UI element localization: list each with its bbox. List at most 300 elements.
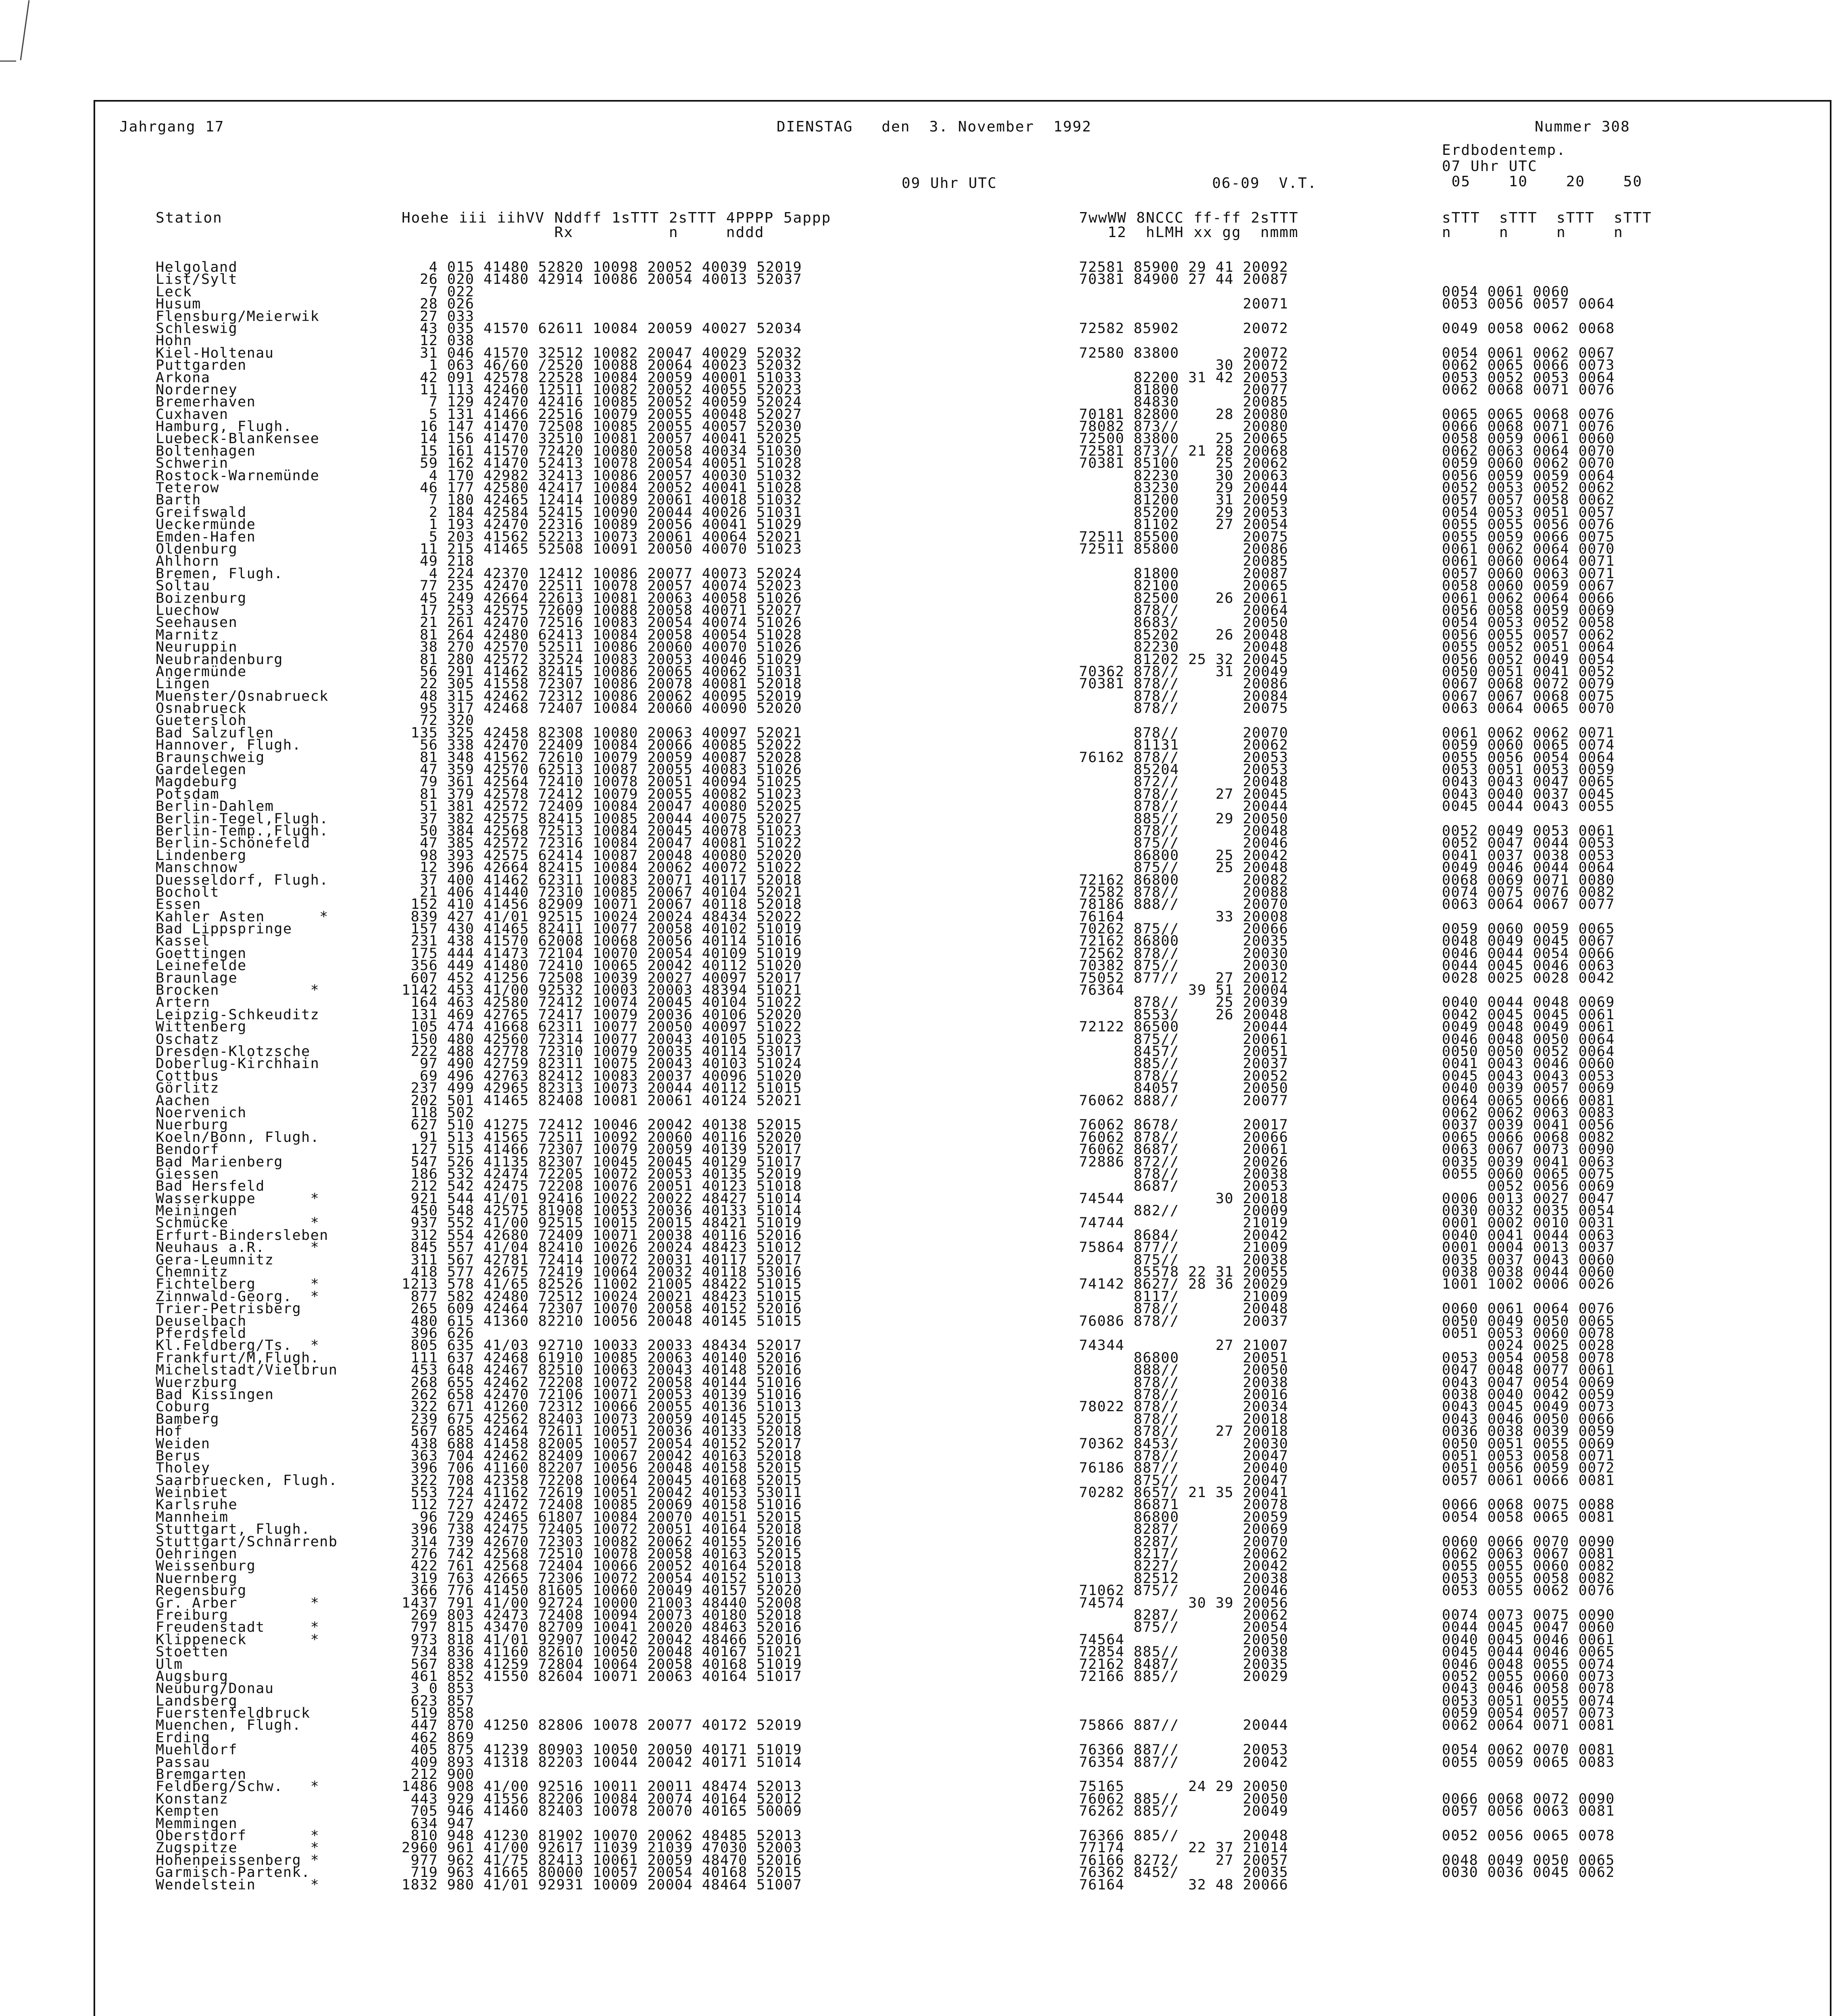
weather-values: 76062 878// 20066 [1079,1129,1289,1145]
station-name: Lingen [156,676,210,692]
soil-temp-values: 0045 0044 0046 0065 [1442,1644,1615,1660]
soil-temp-values: 0049 0058 0062 0068 [1442,320,1615,337]
weather-values: 70362 878// 31 20049 [1079,663,1289,680]
synop-values: 396 626 [402,1325,475,1341]
synop-values: 17 253 42575 72609 10088 20058 40071 52027 [402,602,802,619]
station-name: Osnabrueck [156,700,247,717]
weather-values: 76366 885// 20048 [1079,1828,1289,1844]
station-name: Potsdam [156,786,220,802]
soil-temp-values: 0055 0059 0065 0083 [1442,1754,1615,1770]
weather-values: 76062 888// 20077 [1079,1092,1289,1109]
synop-values: 547 526 41135 82307 10045 20045 40129 51017 [402,1154,802,1170]
weather-values: 878// 20018 [1079,1411,1289,1427]
synop-values: 112 727 42472 72408 10085 20069 40158 51016 [402,1497,802,1513]
synop-values: 719 963 41665 80000 10057 20054 40168 52015 [402,1864,802,1881]
synop-values: 12 038 [402,333,475,349]
synop-values: 977 962 41/75 82413 10061 20059 48470 52016 [402,1852,802,1868]
weather-values: 8217/ 20062 [1079,1546,1289,1562]
synop-values: 805 635 41/03 92710 10033 20033 48434 52017 [402,1337,802,1354]
weather-values: 885// 29 20050 [1079,810,1289,827]
soil-temp-values: 0050 0051 0055 0069 [1442,1435,1615,1452]
weather-values: 72581 873// 21 28 20068 [1079,443,1289,459]
weather-values: 78082 873// 20080 [1079,419,1289,435]
weather-values: 81200 31 20059 [1079,492,1289,508]
synop-values: 43 035 41570 62611 10084 20059 40027 52034 [402,320,802,337]
station-name: Bad Kissingen [156,1386,274,1403]
weather-values: 72580 83800 20072 [1079,345,1289,361]
weather-values: 76162 878// 20053 [1079,749,1289,766]
synop-values: 49 218 [402,553,475,570]
station-name: Freiburg [156,1607,229,1623]
synop-values: 135 325 42458 82308 10080 20063 40097 52021 [402,725,802,741]
soil-temp-values: 0051 0056 0059 0072 [1442,1460,1615,1477]
synop-values: 21 406 41440 72310 10085 20067 40104 52021 [402,884,802,900]
station-name: Landsberg [156,1693,238,1709]
station-name: Artern [156,994,210,1011]
station-name: Bad Salzuflen [156,725,274,741]
weather-values: 72511 85800 20086 [1079,541,1289,557]
synop-values: 37 382 42575 82415 10085 20044 40075 52027 [402,810,802,827]
station-name: Erfurt-Bindersleben [156,1227,329,1243]
weather-values: 75165 24 29 20050 [1079,1779,1289,1795]
soil-temp-values: 0038 0038 0044 0060 [1442,1264,1615,1281]
synop-values: 98 393 42575 62414 10087 20048 40080 52020 [402,847,802,864]
soil-temp-values: 0053 0055 0062 0076 [1442,1583,1615,1599]
weather-values: 81800 20087 [1079,565,1289,582]
synop-values: 175 444 41473 72104 10070 20054 40109 51019 [402,945,802,962]
synop-values: 27 033 [402,308,475,325]
station-name: Magdeburg [156,774,238,790]
station-table [156,261,1829,1891]
soil-temp-values: 0054 0053 0051 0057 [1442,504,1615,521]
soil-temp-values: 0044 0045 0047 0060 [1442,1619,1615,1636]
soil-temp-values: 0040 0039 0057 0069 [1442,1080,1615,1097]
station-name: Neuruppin [156,639,238,656]
station-name: Stuttgart/Schnarrenb [156,1533,338,1550]
station-name: Bremerhaven [156,394,256,410]
station-name: Oldenburg [156,541,238,557]
station-name: Garmisch-Partenk. [156,1864,310,1881]
synop-values: 5 203 41562 52213 10073 20061 40064 52021 [402,529,802,545]
station-name: Zugspitze * [156,1840,320,1856]
weather-values: 75866 887// 20044 [1079,1717,1289,1734]
weather-values: 85204 20053 [1079,762,1289,778]
weather-values: 8687/ 20053 [1079,1178,1289,1195]
synop-values: 131 469 42765 72417 10079 20036 40106 52020 [402,1006,802,1023]
station-name: Kassel [156,933,210,950]
station-name: Berlin-Dahlem [156,798,274,815]
synop-values: 366 776 41450 81605 10060 20049 40157 52020 [402,1583,802,1599]
soil-temp-values: 0054 0062 0070 0081 [1442,1742,1615,1758]
synop-values: 95 317 42468 72407 10084 20060 40090 52020 [402,700,802,717]
soil-temp-values: 0062 0063 0064 0070 [1442,443,1615,459]
soil-temp-values: 0063 0064 0067 0077 [1442,896,1615,913]
weather-values: 885// 20037 [1079,1056,1289,1072]
station-name: Manschnow [156,860,238,876]
weather-values: 82230 30 20063 [1079,467,1289,484]
station-name: Leinefelde [156,958,247,974]
soil-temp-values: 0052 0049 0053 0061 [1442,823,1615,839]
station-name: Stuttgart, Flugh. [156,1521,310,1538]
station-name: Schleswig [156,320,238,337]
synop-values: 839 427 41/01 92515 10024 20024 48434 52022 [402,908,802,925]
synop-values: 363 704 42462 82409 10067 20042 40163 52018 [402,1447,802,1464]
station-name: Regensburg [156,1583,247,1599]
synop-values: 268 655 42462 72208 10072 20058 40144 51016 [402,1374,802,1391]
synop-values: 396 706 41160 82207 10056 20048 40158 52015 [402,1460,802,1477]
weather-values: 875// 20061 [1079,1031,1289,1048]
soil-temp-values: 0058 0059 0061 0060 [1442,431,1615,447]
station-name: Gardelegen [156,762,247,778]
table-row [156,1876,1829,1893]
weather-values: 8287/ 20069 [1079,1521,1289,1538]
synop-values: 447 870 41250 82806 10078 20077 40172 52019 [402,1717,802,1734]
col-soil-subheader: n n n n [1442,224,1623,241]
station-name: Dresden-Klotzsche [156,1043,310,1060]
weather-values: 70181 82800 28 20080 [1079,406,1289,423]
soil-temp-values: 0062 0065 0066 0073 [1442,357,1615,374]
synop-values: 705 946 41460 82403 10078 20070 40165 50009 [402,1803,802,1820]
weather-values: 71062 875// 20046 [1079,1583,1289,1599]
synop-values: 11 215 41465 52508 10091 20050 40070 51023 [402,541,802,557]
station-name: Wendelstein * [156,1876,320,1893]
weather-values: 878// 20047 [1079,1447,1289,1464]
station-name: Berus [156,1447,201,1464]
weather-values: 70382 875// 20030 [1079,958,1289,974]
synop-values: 422 761 42568 72404 10066 20052 40164 52018 [402,1558,802,1574]
weather-values: 878// 20048 [1079,1301,1289,1317]
station-name: Soltau [156,578,210,594]
synop-values: 877 582 42480 72512 10024 20021 48423 51015 [402,1288,802,1305]
report-date: DIENSTAG den 3. November 1992 [777,119,1092,135]
weather-values: 86800 20051 [1079,1350,1289,1366]
station-name: Muehldorf [156,1742,238,1758]
station-name: Weissenburg [156,1558,256,1574]
station-name: Fuerstenfeldbruck [156,1705,310,1722]
soil-temp-values: 0024 0025 0028 [1442,1337,1615,1354]
soil-temp-values: 0043 0043 0047 0065 [1442,774,1615,790]
weather-values: 74564 20050 [1079,1631,1289,1648]
synop-values: 56 291 41462 82415 10086 20065 40062 51031 [402,663,802,680]
synop-values: 91 513 41565 72511 10092 20060 40116 52020 [402,1129,802,1145]
soil-temp-values: 0044 0045 0046 0063 [1442,958,1615,974]
synop-values: 38 270 42570 52511 10086 20060 40070 51026 [402,639,802,656]
station-name: Emden-Hafen [156,529,256,545]
weather-values: 76062 8687/ 20061 [1079,1141,1289,1158]
weather-values: 74544 30 20018 [1079,1190,1289,1207]
synop-values: 37 400 41462 62311 10083 20071 40117 52018 [402,872,802,888]
station-name: Erding [156,1729,210,1746]
synop-values: 51 381 42572 72409 10084 20047 40080 52025 [402,798,802,815]
station-name: Hof [156,1423,183,1440]
synop-values: 450 548 42575 81908 10053 20036 40133 51014 [402,1203,802,1219]
synop-values: 15 161 41570 72420 10080 20058 40034 51030 [402,443,802,459]
soil-temp-values: 0059 0060 0062 0070 [1442,455,1615,472]
soil-temp-values: 0054 0061 0062 0067 [1442,345,1615,361]
weather-values: 74574 30 39 20056 [1079,1595,1289,1611]
soil-temp-values: 0067 0067 0068 0075 [1442,688,1615,704]
synop-values: 81 348 41562 72610 10079 20059 40087 52028 [402,749,802,766]
station-name: Michelstadt/Vielbrun [156,1362,338,1379]
synop-values: 937 552 41/00 92515 10015 20015 48421 51019 [402,1215,802,1231]
weather-values: 878// 27 20045 [1079,786,1289,802]
obs-time: 09 Uhr UTC [902,175,997,192]
synop-values: 46 177 42580 42417 10084 20052 40041 51028 [402,480,802,496]
station-name: Husum [156,296,201,312]
soil-temp-values: 0063 0064 0065 0070 [1442,700,1615,717]
report-frame [94,100,1831,2016]
weather-values: 878// 20084 [1079,688,1289,704]
weather-values: 30 20072 [1079,357,1289,374]
synop-values: 212 900 [402,1766,475,1783]
soil-temp-values: 0061 0062 0062 0071 [1442,725,1615,741]
soil-temp-values: 0059 0060 0059 0065 [1442,921,1615,937]
station-name: Teterow [156,480,220,496]
soil-temp-values: 0061 0062 0064 0070 [1442,541,1615,557]
soil-temp-values: 0074 0073 0075 0090 [1442,1607,1615,1623]
synop-values: 311 567 42781 72414 10072 20031 40117 52017 [402,1252,802,1268]
soil-temp-values: 0038 0040 0042 0059 [1442,1386,1615,1403]
weather-values: 8683/ 20050 [1079,614,1289,631]
soil-temp-values: 0055 0056 0054 0064 [1442,749,1615,766]
soil-temp-values: 0051 0053 0058 0071 [1442,1447,1615,1464]
scan-corner-mark [0,60,16,62]
weather-values: 76062 8678/ 20017 [1079,1117,1289,1133]
weather-values: 878// 20048 [1079,823,1289,839]
synop-values: 627 510 41275 72412 10046 20042 40138 52015 [402,1117,802,1133]
soil-temp-values: 0055 0055 0060 0082 [1442,1558,1615,1574]
station-name: Goettingen [156,945,247,962]
station-name: Barth [156,492,201,508]
weather-values: 76164 33 20008 [1079,908,1289,925]
station-name: Noervenich [156,1104,247,1121]
station-name: Kahler Asten * [156,908,329,925]
synop-values: 405 875 41239 80903 10050 20050 40171 51019 [402,1742,802,1758]
station-name: Augsburg [156,1668,229,1685]
weather-values: 878// 20044 [1079,798,1289,815]
station-name: Helgoland [156,259,238,275]
synop-values: 921 544 41/01 92416 10022 20022 48427 51014 [402,1190,802,1207]
synop-values: 567 685 42464 72611 10051 20036 40133 52018 [402,1423,802,1440]
soil-temp-values: 0048 0049 0045 0067 [1442,933,1615,950]
soil-temp-values: 0053 0052 0053 0064 [1442,369,1615,386]
station-name: Norderney [156,381,238,398]
soil-temp-values: 0030 0032 0035 0054 [1442,1203,1615,1219]
synop-values: 314 739 42670 72303 10082 20062 40155 52016 [402,1533,802,1550]
soil-temp-values: 0028 0025 0028 0042 [1442,970,1615,986]
synop-values: 418 577 42675 72419 10064 20032 40118 53016 [402,1264,802,1281]
weather-values: 878// 25 20039 [1079,994,1289,1011]
soil-temp-values: 0056 0052 0049 0054 [1442,651,1615,668]
weather-values: 872// 20048 [1079,774,1289,790]
synop-values: 111 637 42468 61910 10085 20063 40140 52016 [402,1350,802,1366]
synop-values: 127 515 41466 72307 10079 20059 40139 52017 [402,1141,802,1158]
station-name: Oehringen [156,1546,238,1562]
station-name: Zinnwald-Georg. * [156,1288,320,1305]
weather-values: 75864 877// 21009 [1079,1239,1289,1256]
soil-temp-values: 0064 0065 0066 0081 [1442,1092,1615,1109]
synop-values: 12 396 42664 82415 10084 20062 40072 51022 [402,860,802,876]
report-number: Nummer 308 [1535,119,1630,135]
soil-temp-values: 0053 0056 0057 0064 [1442,296,1615,312]
synop-values: 150 480 42560 72314 10077 20043 40105 51023 [402,1031,802,1048]
weather-values: 81202 25 32 20045 [1079,651,1289,668]
weather-values: 72562 878// 20030 [1079,945,1289,962]
station-name: Hohenpeissenberg * [156,1852,320,1868]
weather-values: 77174 22 37 21014 [1079,1840,1289,1856]
synop-values: 4 170 42982 32413 10086 20057 40030 51032 [402,467,802,484]
weather-values: 75052 877// 27 20012 [1079,970,1289,986]
station-name: Marnitz [156,627,220,643]
synop-values: 3 0 853 [402,1681,475,1697]
station-name: Wuerzburg [156,1374,238,1391]
synop-values: 396 738 42475 72405 10072 20051 40164 52018 [402,1521,802,1538]
station-name: Bad Hersfeld [156,1178,265,1195]
station-name: Freudenstadt * [156,1619,320,1636]
weather-values: 76164 32 48 20066 [1079,1876,1289,1893]
soil-temp-values: 0040 0044 0048 0069 [1442,994,1615,1011]
weather-values: 70262 875// 20066 [1079,921,1289,937]
station-name: Meiningen [156,1203,238,1219]
synop-values: 81 264 42480 62413 10084 20058 40054 51028 [402,627,802,643]
soil-temp-values: 0035 0037 0043 0060 [1442,1252,1615,1268]
station-name: Arkona [156,369,210,386]
synop-values: 607 452 41256 72508 10039 20027 40097 52017 [402,970,802,986]
synop-values: 356 449 41480 72410 10065 20042 40112 51020 [402,958,802,974]
synop-values: 14 156 41470 32510 10081 20057 40041 52025 [402,431,802,447]
soil-temp-values: 0060 0061 0064 0076 [1442,1301,1615,1317]
synop-values: 409 893 41318 82203 10044 20042 40171 51014 [402,1754,802,1770]
weather-values: 8684/ 20042 [1079,1227,1289,1243]
weather-values: 8287/ 20062 [1079,1607,1289,1623]
weather-values: 76362 8452/ 20035 [1079,1864,1289,1881]
synop-values: 810 948 41230 81902 10070 20062 48485 52013 [402,1828,802,1844]
synop-values: 186 532 42474 72205 10072 20053 40135 52019 [402,1166,802,1182]
synop-values: 7 022 [402,283,475,300]
soil-temp-values: 0065 0066 0068 0082 [1442,1129,1615,1145]
weather-values: 70381 878// 20086 [1079,676,1289,692]
station-name: Bremen, Flugh. [156,565,283,582]
weather-values: 875// 20054 [1079,1619,1289,1636]
weather-values: 76354 887// 20042 [1079,1754,1289,1770]
weather-values: 86800 25 20042 [1079,847,1289,864]
synop-values: 438 688 41458 82005 10057 20054 40152 52017 [402,1435,802,1452]
soil-temp-values: 0043 0045 0049 0073 [1442,1399,1615,1415]
synop-values: 157 430 41465 82411 10077 20058 40102 51019 [402,921,802,937]
weather-values: 82512 20038 [1079,1570,1289,1587]
weather-values: 875// 25 20048 [1079,860,1289,876]
soil-temp-values: 0036 0038 0039 0059 [1442,1423,1615,1440]
synop-values: 152 410 41456 82909 10071 20067 40118 52018 [402,896,802,913]
col-soil-header: sTTT sTTT sTTT sTTT [1442,210,1652,226]
soil-temp-values: 0062 0068 0071 0076 [1442,381,1615,398]
station-name: Passau [156,1754,210,1770]
station-name: List/Sylt [156,271,238,288]
synop-values: 1 193 42470 22316 10089 20056 40041 51029 [402,516,802,533]
soil-temp-values: 0063 0067 0073 0090 [1442,1141,1615,1158]
station-name: Doberlug-Kirchhain [156,1056,320,1072]
weather-values: 82230 20048 [1079,639,1289,656]
synop-values: 276 742 42568 72510 10078 20058 40163 52015 [402,1546,802,1562]
weather-values: 76262 885// 20049 [1079,1803,1289,1820]
soil-temp-values: 0055 0059 0066 0075 [1442,529,1615,545]
soil-temp-values: 0046 0048 0050 0064 [1442,1031,1615,1048]
weather-values: 76166 8272/ 27 20057 [1079,1852,1289,1868]
synop-values: 222 488 42778 72310 10079 20035 40114 53017 [402,1043,802,1060]
station-name: Kiel-Holtenau [156,345,274,361]
soil-temp-values: 0059 0054 0057 0073 [1442,1705,1615,1722]
weather-values: 20085 [1079,553,1289,570]
soil-temp-values: 0041 0043 0046 0060 [1442,1056,1615,1072]
weather-values: 875// 20047 [1079,1472,1289,1489]
weather-values: 72582 85902 20072 [1079,320,1289,337]
soil-temp-values: 0001 0004 0013 0037 [1442,1239,1615,1256]
soil-temp-values: 0050 0051 0041 0052 [1442,663,1615,680]
station-name: Leck [156,283,192,300]
synop-values: 77 235 42470 22511 10078 20057 40074 52023 [402,578,802,594]
synop-values: 322 671 41260 72312 10066 20055 40136 51013 [402,1399,802,1415]
synop-values: 28 026 [402,296,475,312]
soil-temp-values: 0062 0064 0071 0081 [1442,1717,1615,1734]
soil-temp-values: 0066 0068 0072 0090 [1442,1791,1615,1807]
soil-temp-values: 0050 0049 0050 0065 [1442,1313,1615,1329]
station-name: Feldberg/Schw. * [156,1779,320,1795]
soil-temp-values: 0043 0040 0037 0045 [1442,786,1615,802]
station-name: Pferdsfeld [156,1325,247,1341]
soil-temp-title: Erdbodentemp. [1442,142,1566,158]
station-name: Bad Marienberg [156,1154,283,1170]
station-name: Bendorf [156,1141,220,1158]
station-name: Cottbus [156,1068,220,1084]
synop-values: 164 463 42580 72412 10074 20045 40104 51022 [402,994,802,1011]
weather-values: 878// 20070 [1079,725,1289,741]
station-name: Koeln/Bonn, Flugh. [156,1129,320,1145]
soil-temp-values: 0052 0047 0044 0053 [1442,835,1615,852]
synop-values: 239 675 42562 82403 10073 20059 40145 52015 [402,1411,802,1427]
station-name: Guetersloh [156,712,247,729]
soil-temp-values: 0060 0066 0070 0090 [1442,1533,1615,1550]
col-codes-header: Hoehe iii iihVV Nddff 1sTTT 2sTTT 4PPPP 5appp [402,210,831,226]
synop-values: 212 542 42475 72208 10076 20051 40123 51018 [402,1178,802,1195]
weather-values: 74142 8627/ 28 36 20029 [1079,1276,1289,1293]
station-name: Cuxhaven [156,406,229,423]
synop-values: 973 818 41/01 92907 10042 20042 48466 52016 [402,1631,802,1648]
soil-temp-values: 0043 0046 0050 0066 [1442,1411,1615,1427]
station-name: Kl.Feldberg/Ts. * [156,1337,320,1354]
station-name: Saarbruecken, Flugh. [156,1472,338,1489]
synop-values: 1 063 46/60 /2520 10088 20064 40023 52032 [402,357,802,374]
weather-values: 83230 29 20044 [1079,480,1289,496]
scan-pen-mark [20,0,30,60]
station-name: Luebeck-Blankensee [156,431,320,447]
soil-temp-values: 0062 0063 0067 0081 [1442,1546,1615,1562]
station-name: Angermünde [156,663,247,680]
soil-temp-values: 0047 0048 0077 0061 [1442,1362,1615,1379]
station-name: Oschatz [156,1031,220,1048]
station-name: Wittenberg [156,1019,247,1035]
col-weather-header: 7wwWW 8NCCC ff-ff 2sTTT [1079,210,1299,226]
weather-values: 72581 85900 29 41 20092 [1079,259,1289,275]
synop-values: 845 557 41/04 82410 10026 20024 48423 51012 [402,1239,802,1256]
synop-values: 312 554 42680 72409 10071 20038 40116 52016 [402,1227,802,1243]
weather-values: 8227/ 20042 [1079,1558,1289,1574]
station-name: Stoetten [156,1644,229,1660]
synop-values: 202 501 41465 82408 10081 20061 40124 52021 [402,1092,802,1109]
station-name: Boltenhagen [156,443,256,459]
synop-values: 2 184 42584 52415 10090 20044 40026 51031 [402,504,802,521]
synop-values: 269 803 42473 72408 10094 20073 40180 52018 [402,1607,802,1623]
weather-values: 82500 26 20061 [1079,590,1289,606]
